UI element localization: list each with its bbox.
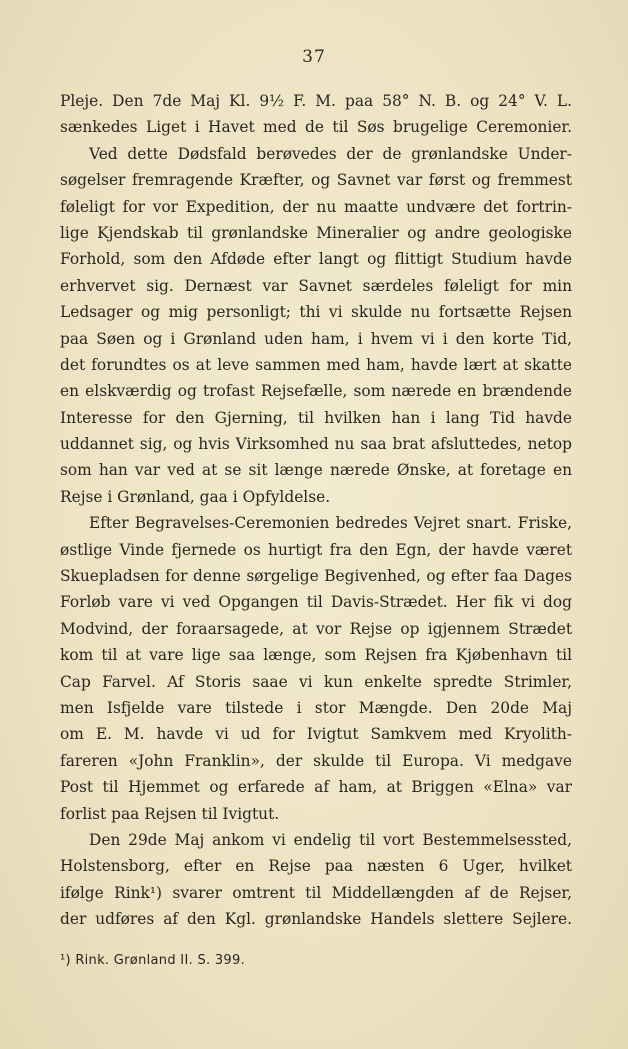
text-line: Efter Begravelses-Ceremonien bedredes Vejret snart. Friske, <box>89 514 572 533</box>
text-line: Forløb vare vi ved Opgangen til Davis-Strædet. Her fik vi dog <box>60 593 572 612</box>
text-line: Post til Hjemmet og erfarede af ham, at Briggen «Elna» var <box>60 778 572 797</box>
text-line: om E. M. havde vi ud for Ivigtut Samkvem med Kryolith- <box>60 725 572 744</box>
text-line: Modvind, der foraarsagede, at vor Rejse op igjennem Strædet <box>60 619 572 638</box>
text-line: Cap Farvel. Af Storis saae vi kun enkelte spredte Strimler, <box>60 672 572 691</box>
text-line: uddannet sig, og hvis Virksomhed nu saa brat afsluttedes, netop <box>60 435 572 454</box>
text-line: Rejse i Grønland, gaa i Opfyldelse. <box>60 487 331 506</box>
text-line: Interesse for den Gjerning, til hvilken han i lang Tid havde <box>60 408 572 427</box>
text-line: søgelser fremragende Kræfter, og Savnet var først og fremmest <box>60 171 572 190</box>
text-line: Skuepladsen for denne sørgelige Begivenhed, og efter faa Dages <box>60 567 572 586</box>
text-line: ifølge Rink¹) svarer omtrent til Middellængden af de Rejser, <box>60 883 572 902</box>
text-line: lige Kjendskab til grønlandske Mineralier og andre geologiske <box>60 223 572 242</box>
text-line: forlist paa Rejsen til Ivigtut. <box>60 804 280 823</box>
text-line: østlige Vinde fjernede os hurtigt fra den Egn, der havde været <box>60 540 572 559</box>
text-line: en elskværdig og trofast Rejsefælle, som nærede en brændende <box>60 382 572 401</box>
text-line: kom til at vare lige saa længe, som Rejsen fra Kjøbenhavn til <box>60 646 572 665</box>
text-line: Forhold, som den Afdøde efter langt og flittigt Studium havde <box>60 250 572 269</box>
text-line: Den 29de Maj ankom vi endelig til vort Bestemmelsessted, <box>89 830 572 849</box>
text-line: føleligt for vor Expedition, der nu maatte undvære det fortrin- <box>60 197 572 216</box>
page-number: 37 <box>302 47 326 67</box>
footnote: ¹) Rink. Grønland II. S. 399. <box>60 953 245 968</box>
text-line: paa Søen og i Grønland uden ham, i hvem vi i den korte Tid, <box>60 329 572 348</box>
text-line: som han var ved at se sit længe nærede Ønske, at foretage en <box>60 461 572 480</box>
text-line: Ledsager og mig personligt; thi vi skulde nu fortsætte Rejsen <box>60 303 572 322</box>
text-line: Ved dette Dødsfald berøvedes der de grønlandske Under- <box>89 144 572 163</box>
text-line: der udføres af den Kgl. grønlandske Handels slettere Sejlere. <box>60 910 572 929</box>
text-line: men Isfjelde vare tilstede i stor Mængde. Den 20de Maj <box>60 698 572 717</box>
text-line: det forundtes os at leve sammen med ham, havde lært at skatte <box>60 355 572 374</box>
body-text <box>60 88 572 933</box>
text-line: Pleje. Den 7de Maj Kl. 9½ F. M. paa 58° N. B. og 24° V. L. <box>60 92 572 110</box>
text-line: fareren «John Franklin», der skulde til Europa. Vi medgave <box>60 751 572 770</box>
text-line: erhvervet sig. Dernæst var Savnet særdeles føleligt for min <box>60 276 572 295</box>
text-line: sænkedes Liget i Havet med de til Søs brugelige Ceremonier. <box>60 118 572 137</box>
text-line: Holstensborg, efter en Rejse paa næsten 6 Uger, hvilket <box>60 857 572 876</box>
